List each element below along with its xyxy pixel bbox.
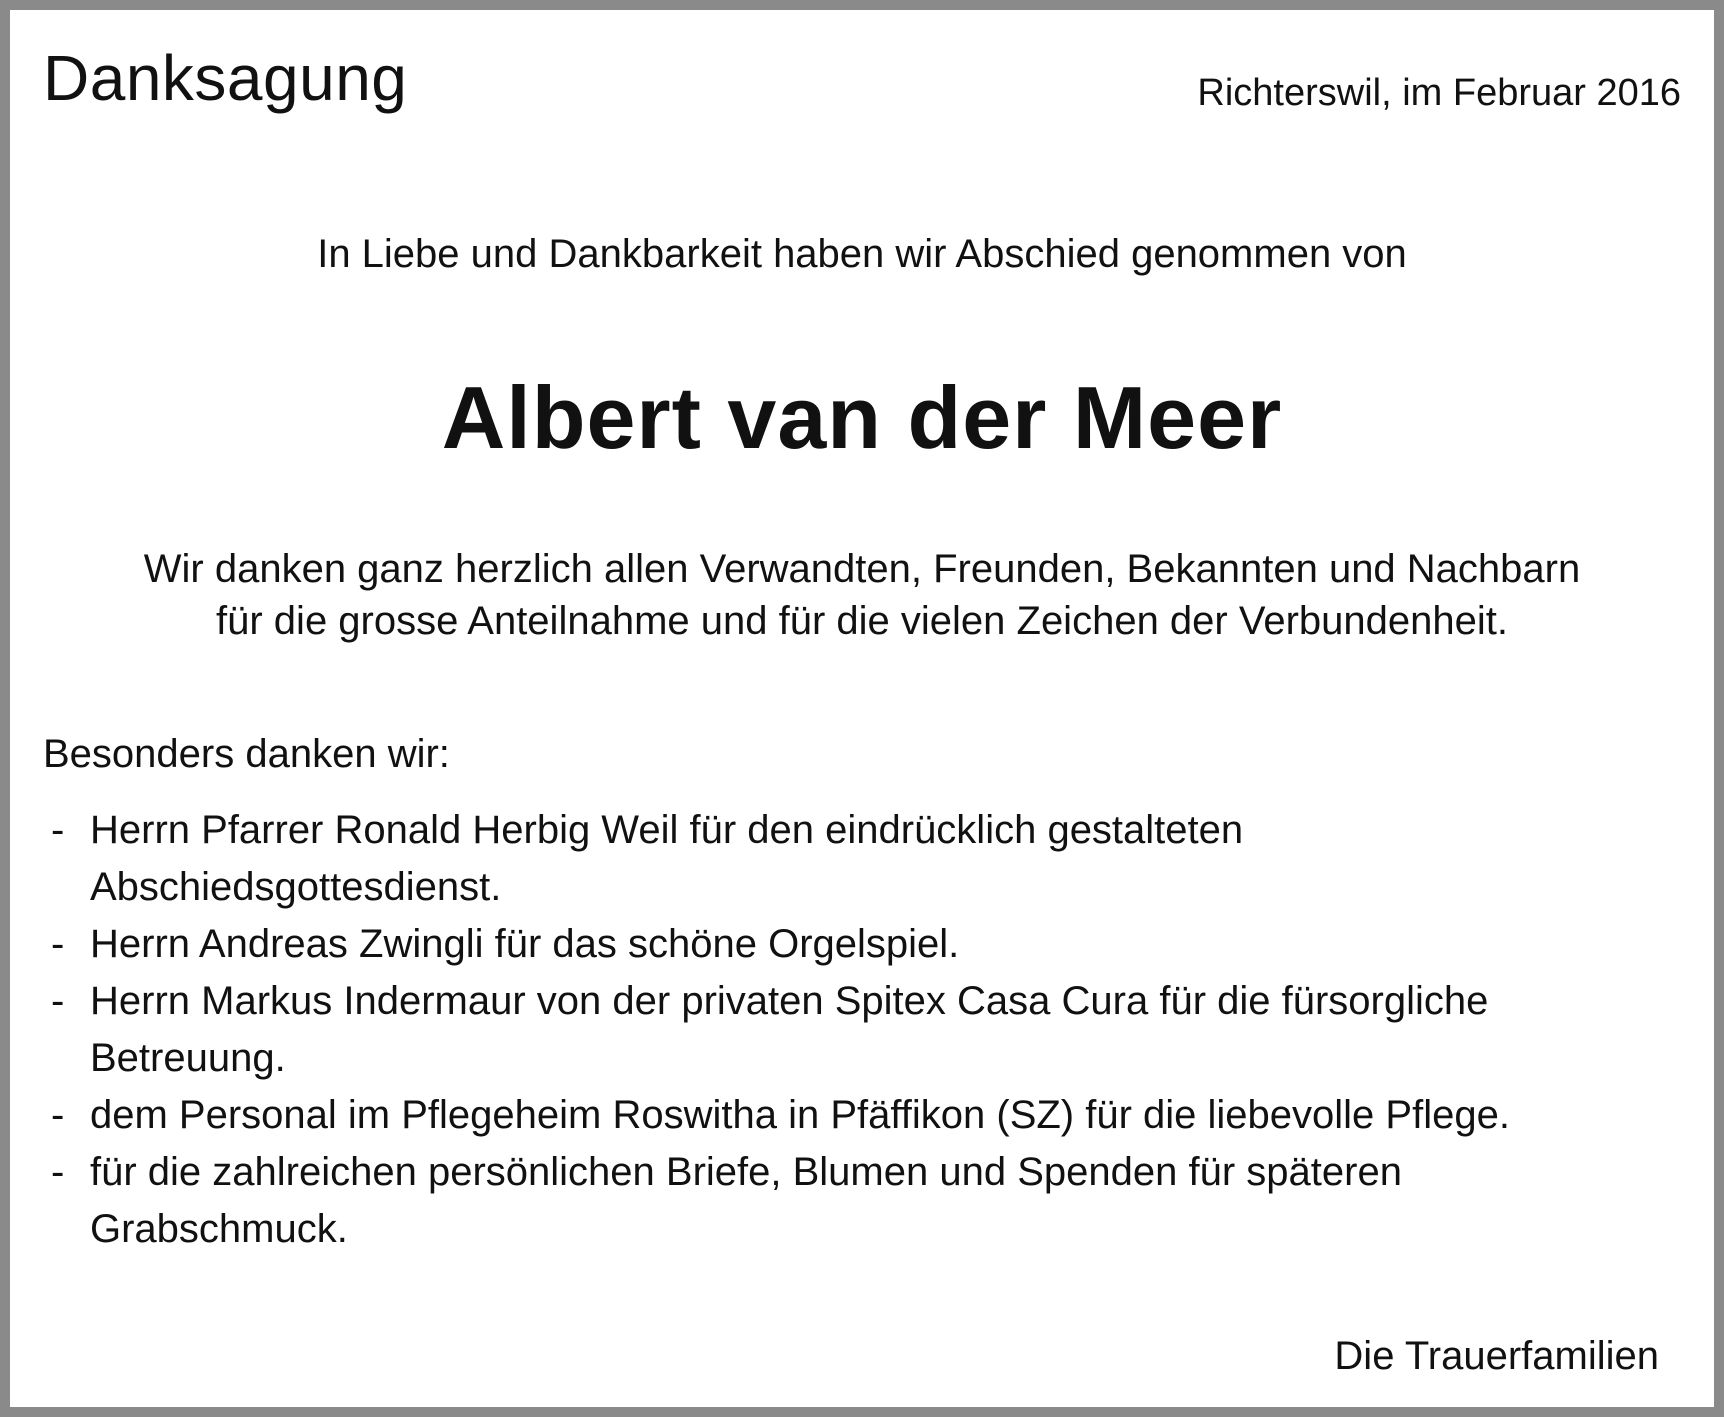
list-item: [43, 973, 1683, 1087]
bullet-dash: -: [51, 1093, 65, 1137]
place-date: Richterswil, im Februar 2016: [1197, 72, 1681, 114]
thanks-paragraph: [10, 543, 1714, 647]
list-item-line-2: Grabschmuck.: [90, 1207, 348, 1251]
list-item: [43, 802, 1683, 916]
list-item-line-1: Herrn Pfarrer Ronald Herbig Weil für den eindrücklich gestalteten: [90, 808, 1244, 852]
list-item-line-2: Betreuung.: [90, 1036, 286, 1080]
bullet-dash: -: [51, 979, 65, 1023]
list-item-line-1: für die zahlreichen persönlichen Briefe, Blumen und Spenden für späteren: [90, 1150, 1402, 1194]
list-item: [43, 916, 1683, 973]
thanks-line-2: für die grosse Anteilnahme und für die vielen Zeichen der Verbundenheit.: [216, 599, 1508, 643]
list-item: [43, 1144, 1683, 1258]
deceased-name: Albert van der Meer: [441, 368, 1283, 467]
bullet-dash: -: [51, 1150, 65, 1194]
intro-text: In Liebe und Dankbarkeit haben wir Abschied genommen von: [317, 232, 1407, 276]
signature: Die Trauerfamilien: [1334, 1334, 1659, 1378]
special-thanks-list: [43, 802, 1683, 1258]
bullet-dash: -: [51, 808, 65, 852]
list-item-line-1: dem Personal im Pflegeheim Roswitha in Pfäffikon (SZ) für die liebevolle Pflege.: [90, 1093, 1510, 1137]
list-item-line-1: Herrn Andreas Zwingli für das schöne Orgelspiel.: [90, 922, 960, 966]
list-item: [43, 1087, 1683, 1144]
list-item-line-2: Abschiedsgottesdienst.: [90, 865, 502, 909]
list-item-line-1: Herrn Markus Indermaur von der privaten Spitex Casa Cura für die fürsorgliche: [90, 979, 1489, 1023]
special-thanks-heading: Besonders danken wir:: [43, 732, 450, 776]
bullet-dash: -: [51, 922, 65, 966]
page-title: Danksagung: [43, 42, 408, 114]
thanks-line-1: Wir danken ganz herzlich allen Verwandten, Freunden, Bekannten und Nachbarn: [143, 547, 1581, 591]
